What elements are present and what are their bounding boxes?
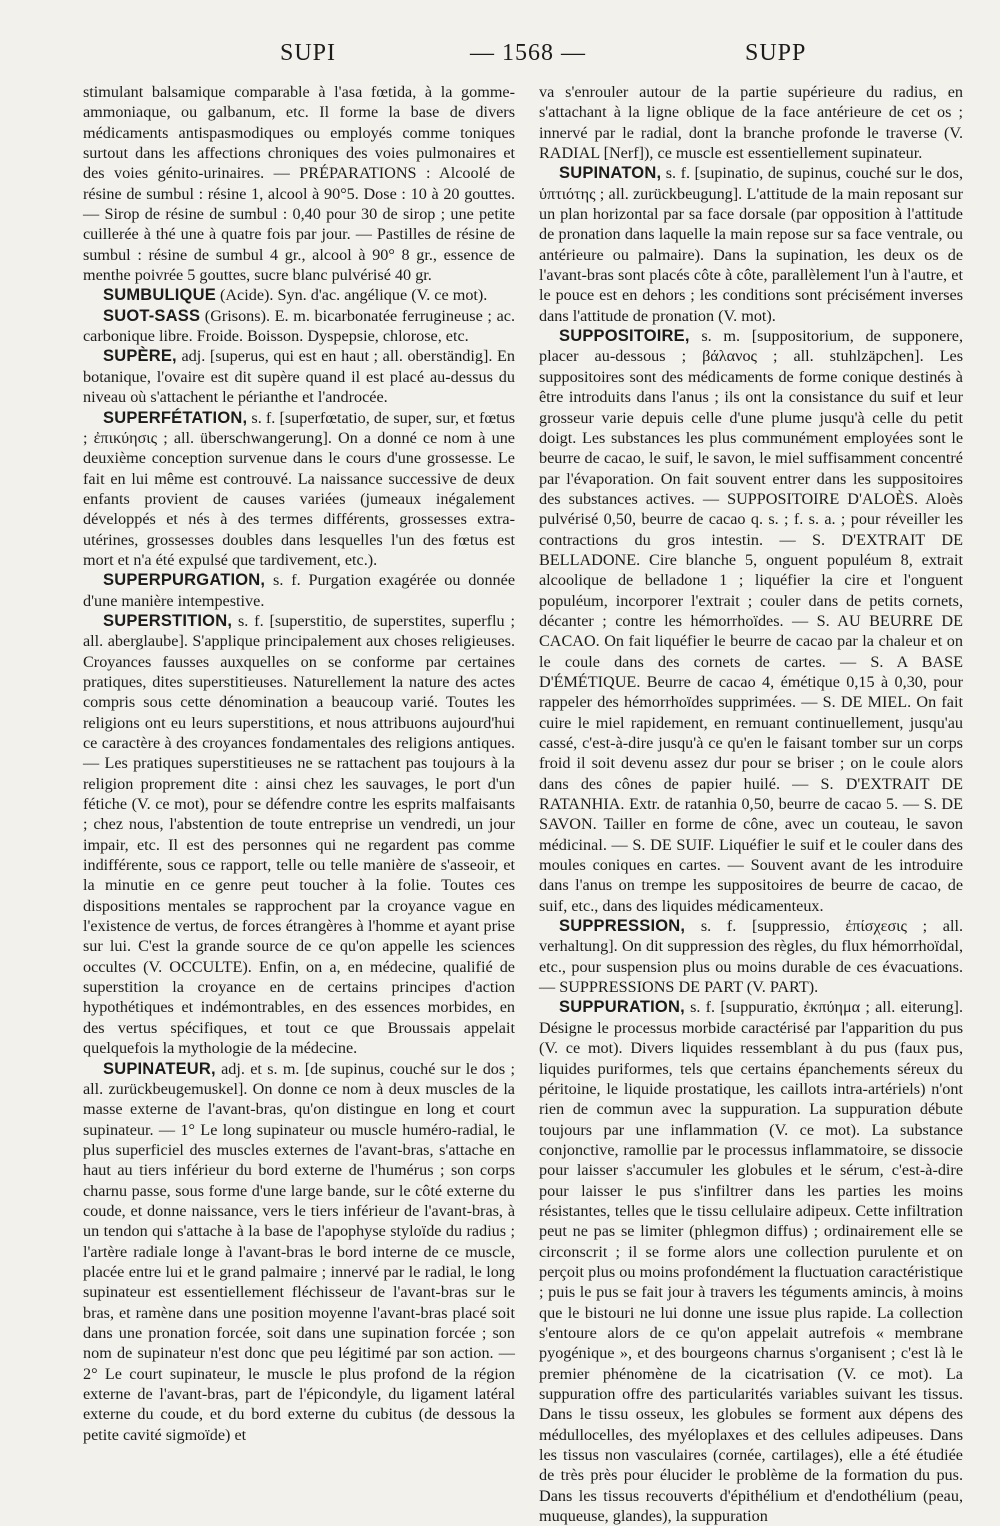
headword: SUMBULIQUE xyxy=(103,286,216,305)
headword: SUPPURATION, xyxy=(559,998,685,1017)
entry-superfetation xyxy=(83,408,515,571)
entry-sumbulique xyxy=(83,285,515,305)
entry-suppositoire xyxy=(539,326,963,916)
running-header xyxy=(80,40,950,80)
entry-supinateur xyxy=(83,1059,515,1446)
headword: SUPINATON, xyxy=(559,164,662,183)
entry-superstition xyxy=(83,611,515,1059)
right-column xyxy=(539,82,963,1526)
entry-text: s. f. [suppressio, ἐπίσχεσις ; all. verhaltung]. On dit suppression des règles, du flux hémorrhoïdal, etc., pour suspension plus ou moins durable de ces évacuations. — SUPPRESSIONS DE PART (V. PART). xyxy=(539,917,963,997)
headword: SUPERSTITION, xyxy=(103,611,233,630)
header-right-guide-word: SUPP xyxy=(745,40,807,66)
header-left-guide-word: SUPI xyxy=(280,40,337,66)
entry-text: (Grisons). E. m. bicarbonatée ferrugineuse ; ac. carbonique libre. Froide. Boisson. Dyspepsie, chlorose, etc. xyxy=(83,306,515,346)
entry-supere xyxy=(83,346,515,407)
headword: SUPERPURGATION, xyxy=(103,571,266,590)
entry-supinateur-continuation: va s'enrouler autour de la partie supérieure du radius, en s'attachant à la ligne oblique de la face antérieure de cet os ; innervé par le radial, dont la branche profonde le traverse (V. RADIAL [Nerf]), ce muscle est essentiellement supinateur. xyxy=(539,83,963,163)
headword: SUPPOSITOIRE, xyxy=(559,327,690,346)
entry-text: s. f. [superfœtatio, de super, sur, et fœtus ; ἐπικύησις ; all. überschwangerung]. On a donné ce nom à une deuxième conception survenue dans le cours d'une grossesse. Le fait en lui même est controuvé. La naissance successive de deux enfants provient de causes variées (jumeaux inégalement développés et nés à des termes différents, grossesses extra-utérines, grossesses doubles dans lesquelles l'un des fœtus est mort et n'a été expulsé que tardivement, etc.). xyxy=(83,408,515,569)
entry-text: s. f. Purgation exagérée ou donnée d'une manière intempestive. xyxy=(83,571,515,610)
headword: SUPERFÉTATION, xyxy=(103,408,248,427)
headword: SUOT-SASS xyxy=(103,306,201,325)
entry-text: (Acide). Syn. d'ac. angélique (V. ce mot). xyxy=(215,286,488,305)
entry-suot-sass xyxy=(83,306,515,347)
entry-text: s. f. [suppuratio, ἐκπύημα ; all. eiterung]. Désigne le processus morbide caractérisé par l'apparition du pus (V. ce mot). Divers liquides ressemblant à du pus (faux pus, liquides puriformes, tels que certains épanchements séreux du péritoine, le liquide prostatique, les caillots intra-artériels) n'ont rien de commun avec la suppuration. La suppuration débute toujours par une inflammation (V. ce mot). La substance conjonctive, ramollie par le processus inflammatoire, se dissocie pour laisser s'accumuler les globules et le sérum, c'est-à-dire pour laisser le pus s'infiltrer dans les parties les moins résistantes, telles que le tissu cellulaire adipeux. Cette infiltration peut ne pas se limiter (phlegmon diffus) ; ordinairement elle se circonscrit ; il se forme alors une collection purulente et on perçoit plus ou moins profondément la fluctuation caractéristique ; puis le pus se fait jour à travers les téguments amincis, à moins que le bistouri ne lui donne une issue plus rapide. La collection s'entoure alors de ce qu'on appelait autrefois « membrane pyogénique », et des bourgeons charnus s'organisent ; c'est là le premier phénomène de la cicatrisation (V. ce mot). La suppuration offre des particularités variables suivant les tissus. Dans le tissu osseux, les globules se forment aux dépens des médullocelles, des myéloplaxes et des cellules adipeuses. Dans les tissus non vasculaires (cornée, cartilages), elle a été étudiée de très près pour élucider le problème de la formation du pus. Dans les tissus recouverts d'épithélium et d'endothélium (peau, muqueuse, glandes), la suppuration xyxy=(539,998,963,1526)
headword: SUPPRESSION, xyxy=(559,917,686,936)
entry-suppuration xyxy=(539,997,963,1526)
entry-superpurgation xyxy=(83,570,515,611)
page-number: — 1568 — xyxy=(470,40,586,66)
entry-suppression xyxy=(539,916,963,997)
entry-sumbul-continuation: stimulant balsamique comparable à l'asa fœtida, à la gomme-ammoniaque, ou galbanum, etc. Il forme la base de divers médicaments antispasmodiques ou employés comme toniques surtout dans les affections chroniques des voies pulmonaires et des voies génito-urinaires. — PRÉPARATIONS : Alcoolé de résine de sumbul : résine 1, alcool à 90°5. Dose : 10 à 20 gouttes. — Sirop de résine de sumbul : 0,40 pour 30 de sirop ; une petite cuillerée à thé une à quatre fois par jour. — Pastilles de résine de sumbul : résine de sumbul 4 gr., alcool à 90° 8 gr., essence de menthe poivrée 5 gouttes, sucre blanc pulvérisé 40 gr. xyxy=(83,83,515,285)
left-column xyxy=(83,82,515,1444)
entry-text: adj. et s. m. [de supinus, couché sur le dos ; all. zurückbeugemuskel]. On donne ce nom à deux muscles de la masse externe de l'avant-bras, qu'on distingue en long et court supinateur. — 1° Le long supinateur ou muscle huméro-radial, le plus superficiel des muscles externes de l'avant-bras, s'attache en haut au tiers inférieur du bord externe de l'humérus ; son corps charnu passe, sous forme d'une large bande, sur le côté externe du coude, et donne naissance, vers le tiers inférieur de l'avant-bras, à un tendon qui s'attache à la base de l'apophyse styloïde du radius ; l'artère radiale longe à l'avant-bras le bord interne de ce muscle, placée entre lui et le grand palmaire ; innervé par le radial, le long supinateur est essentiellement fléchisseur de l'avant-bras sur le bras, et ramène dans une position moyenne l'avant-bras placé soit dans une pronation forcée, soit dans une supination forcée ; son nom de supinateur n'est donc que peu légitimé par son action. — 2° Le court supinateur, le muscle le plus profond de la région externe de l'avant-bras, part de l'épicondyle, du ligament latéral externe du coude, et du bord externe du cubitus (de dessous la petite cavité sigmoïde) et xyxy=(83,1059,515,1444)
entry-text: adj. [superus, qui est en haut ; all. oberständig]. En botanique, l'ovaire est dit supère quand il est placé au-dessus du niveau où s'attachent le périanthe et l'androcée. xyxy=(83,347,515,407)
headword: SUPÈRE, xyxy=(103,347,177,366)
entry-text: s. m. [suppositorium, de supponere, placer au-dessous ; βάλανος ; all. stuhlzäpchen]. Les suppositoires sont des médicaments de forme conique destinés à être introduits dans l'anus ; ils ont la consistance du suif et leur grosseur varie depuis celle d'une plume jusqu'à celle du petit doigt. Les substances les plus communément employées sont le beurre de cacao, le suif, le savon, le miel suffisamment concentré par l'évaporation. On fait souvent entrer dans les suppositoires des substances actives. — SUPPOSITOIRE D'ALOÈS. Aloès pulvérisé 0,50, beurre de cacao q. s. ; f. s. a. ; pour réveiller les contractions du gros intestin. — S. D'EXTRAIT DE BELLADONE. Cire blanche 5, onguent populéum 8, extrait alcoolique de belladone 1 ; liquéfier la cire et l'onguent populéum, incorporer l'extrait ; couler dans de petits cornets, décanter ; contre les hémorrhoïdes. — S. AU BEURRE DE CACAO. On fait liquéfier le beurre de cacao par la chaleur et on le coule dans des cornets de cartes. — S. A BASE D'ÉMÉTIQUE. Beurre de cacao 4, émétique 0,15 à 0,30, pour rappeler des hémorrhoïdes supprimées. — S. DE MIEL. On fait cuire le miel rapidement, en remuant continuellement, jusqu'au cassé, c'est-à-dire jusqu'à ce qu'en le faisant tomber sur un corps froid il soit devenu assez dur pour se briser ; on le coule alors dans des cônes de papier huilé. — S. D'EXTRAIT DE RATANHIA. Extr. de ratanhia 0,50, beurre de cacao 5. — S. DE SAVON. Tailler en forme de cône, avec un couteau, le savon médicinal. — S. DE SUIF. Liquéfier le suif et le couler dans des moules coniques en cartes. — Souvent avant de les introduire dans l'anus on trempe les suppositoires de beurre de cacao, de suif, etc., dans des liquides médicamenteux. xyxy=(539,327,963,915)
entry-text: s. f. [supinatio, de supinus, couché sur le dos, ὑπτιότης ; all. zurückbeugung]. L'attitude de la main reposant sur un plan horizontal par sa face dorsale (par opposition à l'attitude de pronation dans laquelle la main repose sur sa face ventrale, ou antérieure ou palmaire). Dans la supination, les deux os de l'avant-bras sont placés côte à côte, parallèlement l'un à l'autre, et le pouce est en dehors ; les conditions sont précisément inverses dans l'attitude de pronation (V. mot). xyxy=(539,164,963,325)
entry-text: s. f. [superstitio, de superstites, superflu ; all. aberglaube]. S'applique principalement aux choses religieuses. Croyances fausses auxquelles on se conforme par certaines pratiques, dites superstitieuses. Naturellement la nature des actes compris sous cette dénomination a beaucoup varié. Toutes les religions ont eu leurs superstitions, et nous attribuons aujourd'hui ce caractère à des croyances fondamentales des religions antiques. — Les pratiques superstitieuses ne se rattachent pas toujours à la religion proprement dite : ainsi chez les sauvages, le port d'un fétiche (V. ce mot), pour se défendre contre les esprits malfaisants ; chez nous, l'abstention de toute entreprise un vendredi, un jour impair, etc. Il est des personnes qui ne regardent pas comme indifférente, sous ce rapport, telle ou telle manière de s'asseoir, et la minutie en ce genre peut toucher à la folie. Toutes ces dispositions mentales se rapprochent par la croyance vague en l'existence de vertus, de forces étrangères à l'homme et ayant prise sur lui. C'est la grande source de ce qu'on appelle les sciences occultes (V. OCCULTE). Enfin, on a, en médecine, qualifié de superstition la croyance en de certains principes d'action hypothétiques et indémontrables, en des essences morbides, en des vertus spécifiques, et tout ce que Broussais appelait quelquefois la mythologie de la médecine. xyxy=(83,611,515,1058)
entry-supinaton xyxy=(539,163,963,326)
headword: SUPINATEUR, xyxy=(103,1059,216,1078)
